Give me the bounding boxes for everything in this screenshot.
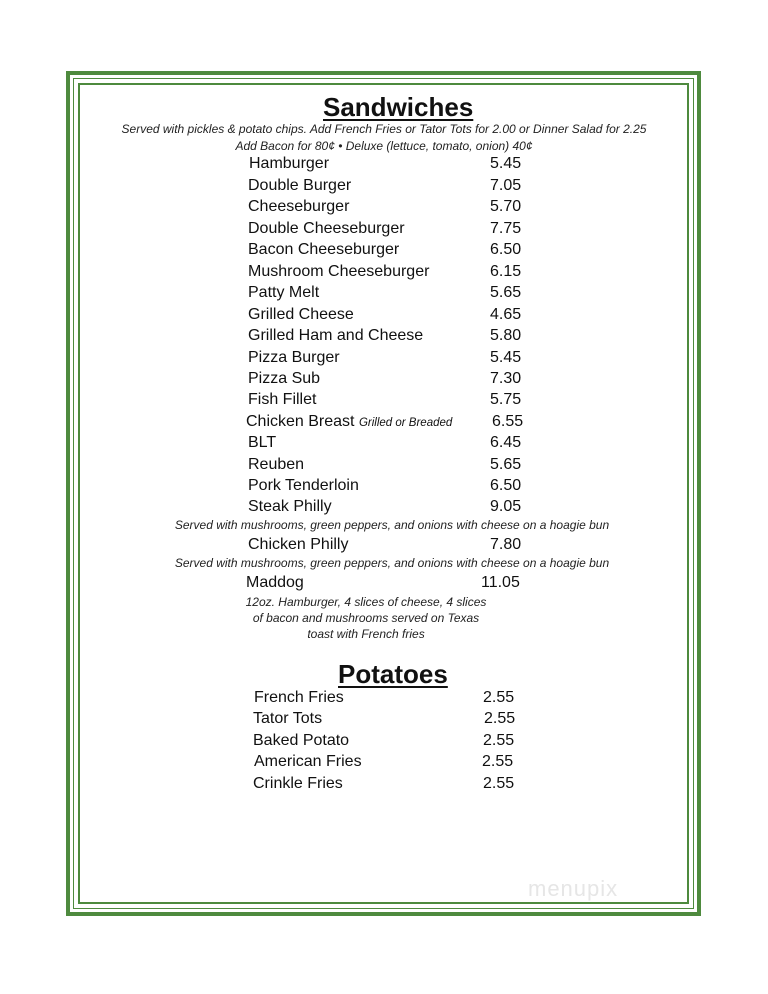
price-fish-fillet: 5.75 [490,391,522,408]
price-hamburger: 5.45 [490,155,522,172]
item-grilled-ham-and-cheese: Grilled Ham and Cheese [248,327,424,344]
price-double-burger: 7.05 [490,177,522,194]
price-double-cheeseburger: 7.75 [490,220,522,237]
price-pizza-sub: 7.30 [490,370,522,387]
item-american-fries: American Fries [254,753,362,770]
price-crinkle-fries: 2.55 [483,775,515,792]
item-chicken-breast [246,413,452,431]
price-chicken-philly: 7.80 [490,536,522,553]
price-maddog: 11.05 [481,574,520,591]
price-grilled-ham-and-cheese: 5.80 [490,327,522,344]
price-pizza-burger: 5.45 [490,349,522,366]
chicken-philly-description: Served with mushrooms, green peppers, and onions with cheese on a hoagie bun [174,556,610,570]
item-patty-melt: Patty Melt [248,284,320,301]
price-french-fries: 2.55 [483,689,515,706]
price-blt: 6.45 [490,434,522,451]
item-crinkle-fries: Crinkle Fries [253,775,343,792]
item-french-fries: French Fries [254,689,344,706]
price-patty-melt: 5.65 [490,284,522,301]
price-grilled-cheese: 4.65 [490,306,522,323]
item-chicken-breast-name: Chicken Breast [246,413,355,430]
menu-border-inner [78,83,689,904]
item-baked-potato: Baked Potato [253,732,350,749]
price-american-fries: 2.55 [482,753,514,770]
item-chicken-philly: Chicken Philly [248,536,349,553]
price-reuben: 5.65 [490,456,522,473]
steak-philly-description: Served with mushrooms, green peppers, and onions with cheese on a hoagie bun [174,518,610,532]
price-mushroom-cheeseburger: 6.15 [490,263,522,280]
price-pork-tenderloin: 6.50 [490,477,522,494]
price-baked-potato: 2.55 [483,732,515,749]
item-pizza-sub: Pizza Sub [248,370,321,387]
item-chicken-breast-option: Grilled or Breaded [358,417,453,429]
sandwiches-heading: Sandwiches [323,92,474,122]
maddog-description-line-2: of bacon and mushrooms served on Texas [252,611,480,625]
sandwiches-note-2: Add Bacon for 80¢ • Deluxe (lettuce, tomato, onion) 40¢ [235,139,533,153]
item-maddog: Maddog [246,574,304,591]
item-fish-fillet: Fish Fillet [248,391,317,408]
menupix-watermark: menupix [528,876,619,901]
maddog-description-line-3: toast with French fries [307,627,425,641]
item-cheeseburger: Cheeseburger [248,198,350,215]
item-steak-philly: Steak Philly [248,498,332,515]
item-tator-tots: Tator Tots [253,710,323,727]
item-blt: BLT [248,434,277,451]
maddog-description-line-1: 12oz. Hamburger, 4 slices of cheese, 4 slices [245,595,487,609]
item-mushroom-cheeseburger: Mushroom Cheeseburger [248,263,430,280]
item-grilled-cheese: Grilled Cheese [248,306,354,323]
item-reuben: Reuben [248,456,305,473]
price-cheeseburger: 5.70 [490,198,522,215]
item-bacon-cheeseburger: Bacon Cheeseburger [248,241,400,258]
item-double-burger: Double Burger [248,177,352,194]
item-pork-tenderloin: Pork Tenderloin [248,477,359,494]
item-hamburger: Hamburger [249,155,330,172]
price-steak-philly: 9.05 [490,498,522,515]
potatoes-heading: Potatoes [338,659,448,689]
price-chicken-breast: 6.55 [492,413,524,430]
sandwiches-note-1: Served with pickles & potato chips. Add French Fries or Tator Tots for 2.00 or Dinner Salad for 2.25 [121,122,647,136]
item-pizza-burger: Pizza Burger [248,349,340,366]
item-double-cheeseburger: Double Cheeseburger [248,220,405,237]
price-tator-tots: 2.55 [484,710,516,727]
price-bacon-cheeseburger: 6.50 [490,241,522,258]
